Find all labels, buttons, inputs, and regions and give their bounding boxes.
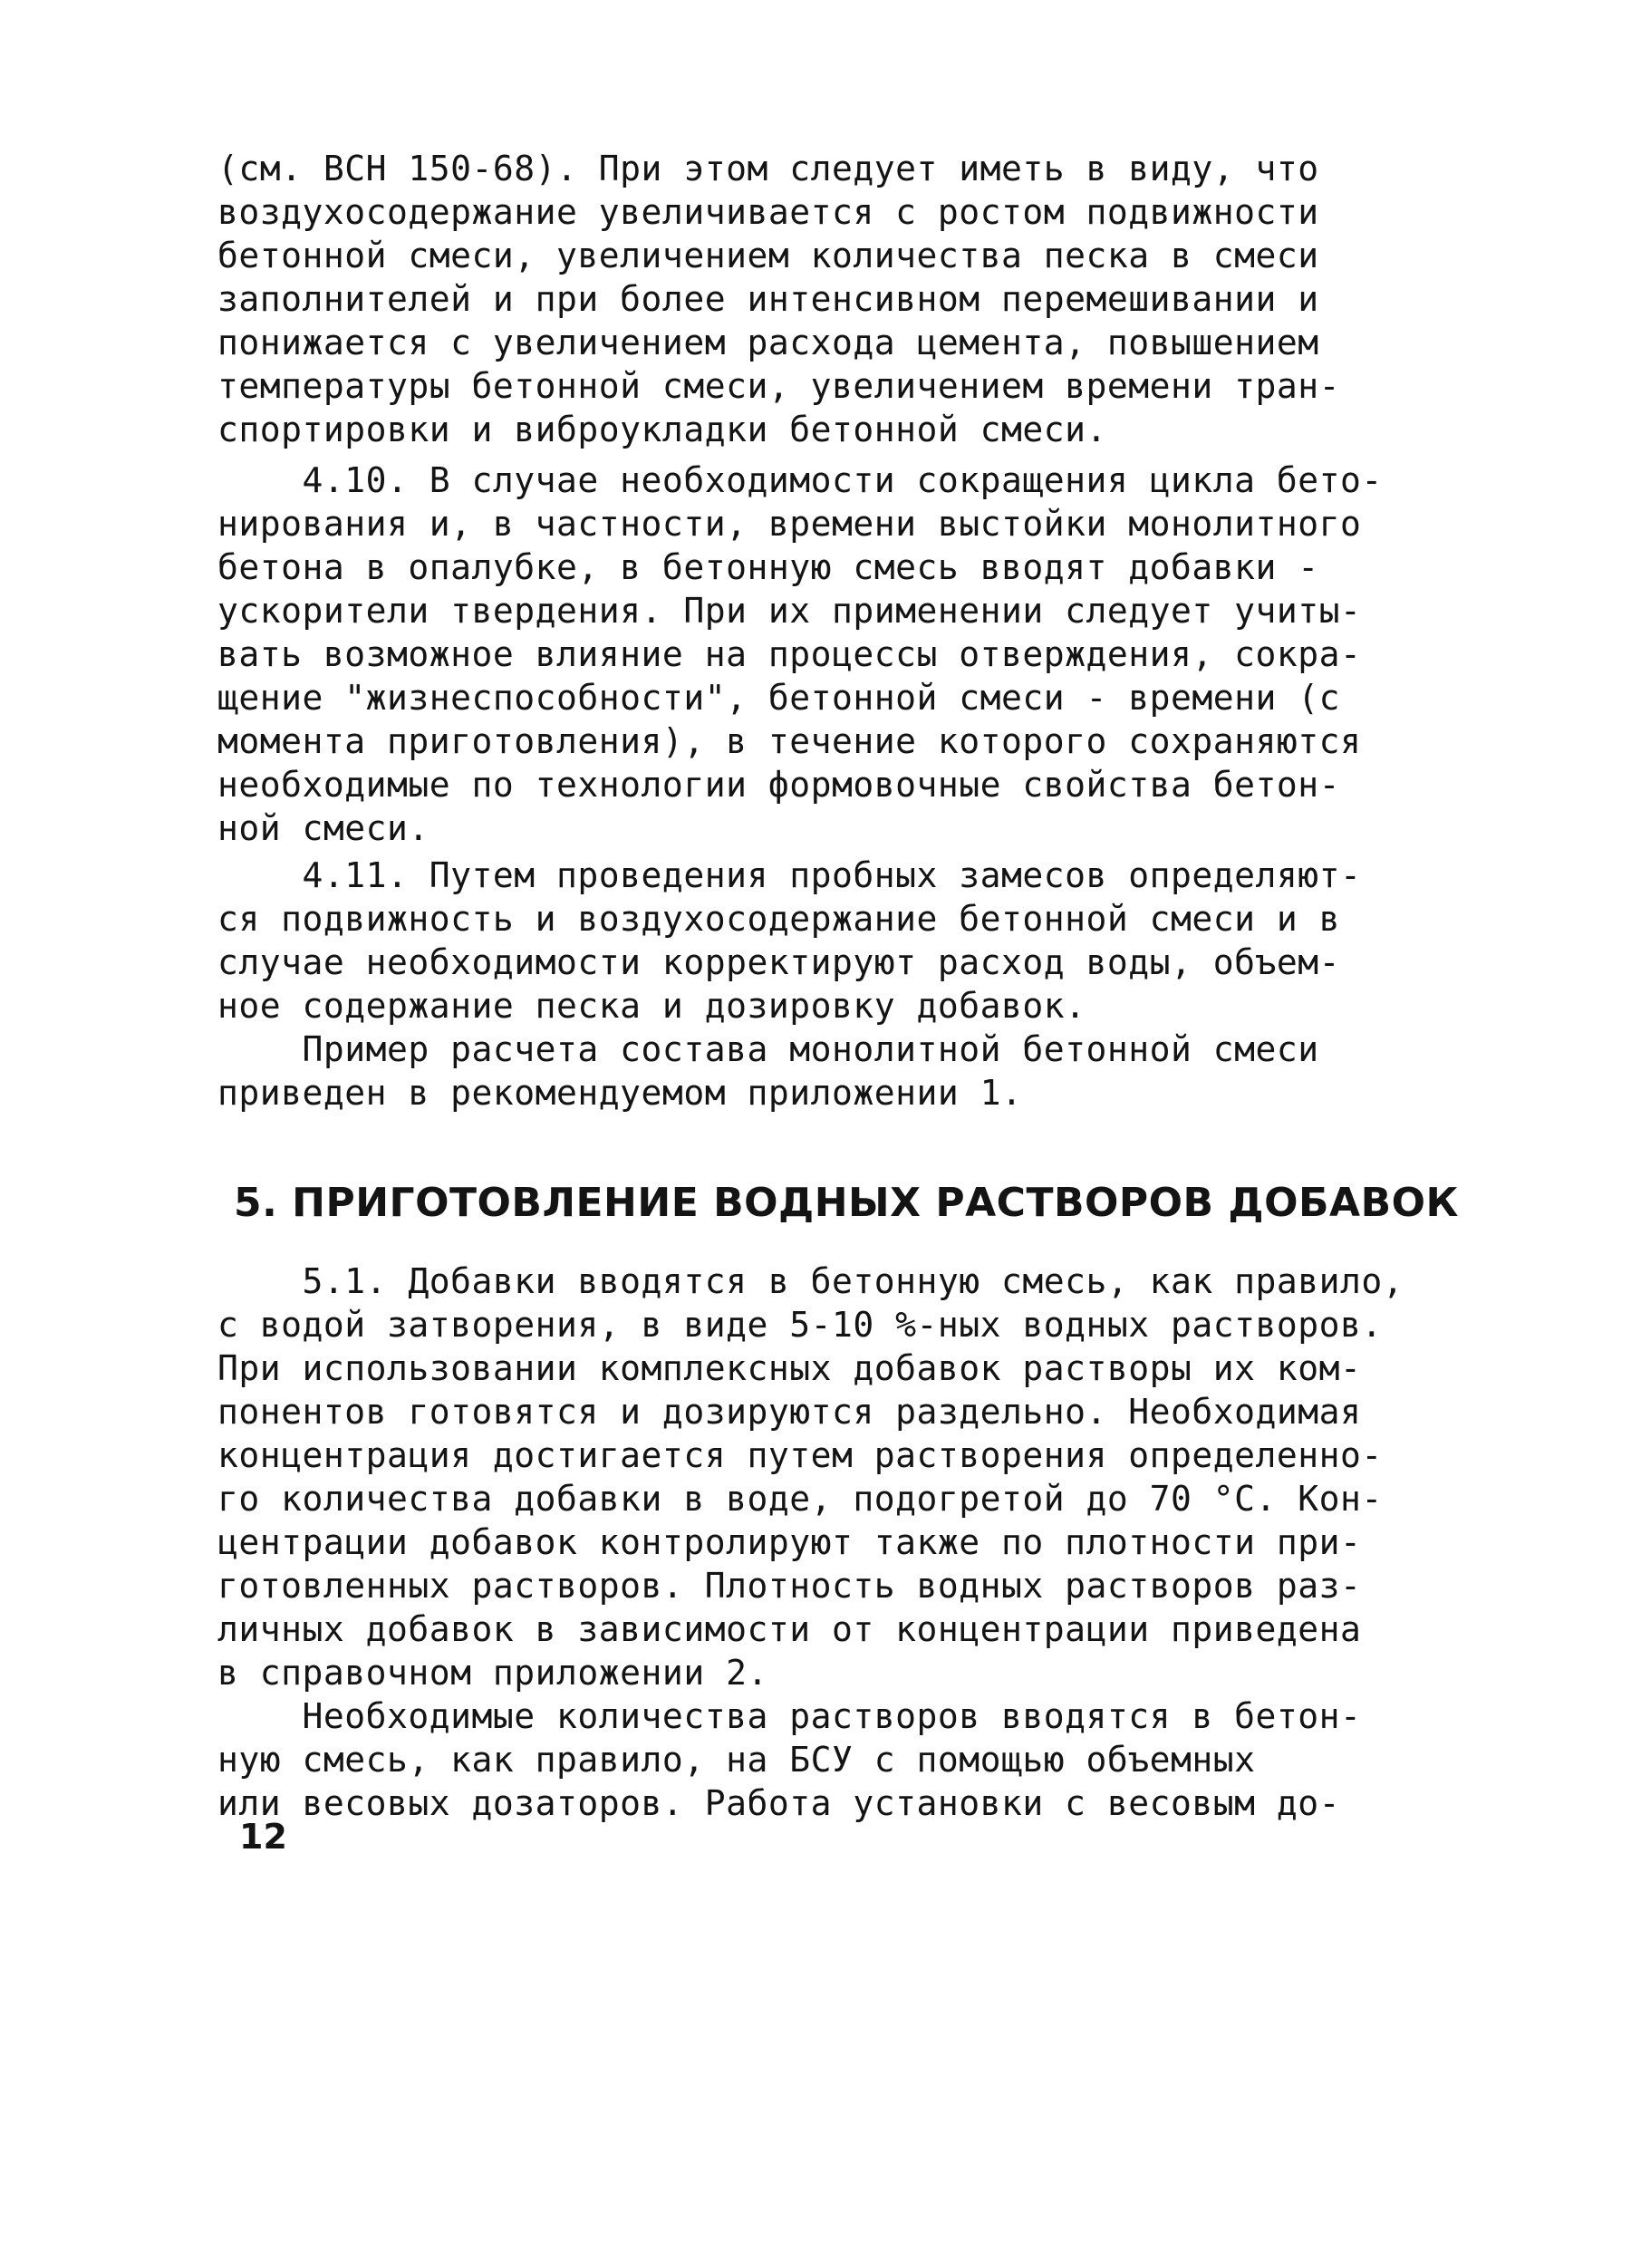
text-line: 4.10. В случае необходимости сокращения цикла бето- <box>217 460 1383 500</box>
text-line: в справочном приложении 2. <box>217 1653 768 1693</box>
text-line: щение "жизнеспособности", бетонной смеси - времени (с <box>217 678 1341 718</box>
text-line: или весовых дозаторов. Работа установки с весовым до- <box>217 1783 1341 1823</box>
text-line: Необходимые количества растворов вводятся в бетон- <box>217 1696 1362 1736</box>
text-line: личных добавок в зависимости от концентрации приведена <box>217 1609 1362 1649</box>
text-line: спортировки и виброукладки бетонной смеси. <box>217 410 1107 449</box>
paragraph <box>217 147 1432 451</box>
paragraph <box>217 854 1432 1028</box>
text-line: понижается с увеличением расхода цемента, повышением <box>217 323 1319 362</box>
text-line: (см. ВСН 150-68). При этом следует иметь в виду, что <box>217 149 1319 188</box>
text-line: случае необходимости корректируют расход воды, объем- <box>217 942 1341 982</box>
text-line: ускорители твердения. При их применении следует учиты- <box>217 591 1362 631</box>
page-number: 12 <box>239 1817 287 1857</box>
text-line: нирования и, в частности, времени выстойки монолитного <box>217 504 1362 544</box>
paragraph <box>217 458 1432 850</box>
text-line: готовленных растворов. Плотность водных растворов раз- <box>217 1566 1362 1606</box>
text-line: ной смеси. <box>217 808 429 848</box>
paragraph <box>217 1028 1432 1115</box>
text-line: температуры бетонной смеси, увеличением времени тран- <box>217 366 1341 406</box>
paragraph <box>217 1259 1432 1694</box>
text-line: понентов готовятся и дозируются раздельно. Необходимая <box>217 1392 1362 1432</box>
text-line: При использовании комплексных добавок растворы их ком- <box>217 1348 1362 1388</box>
text-line: ное содержание песка и дозировку добавок. <box>217 986 1086 1026</box>
text-line: бетона в опалубке, в бетонную смесь вводят добавки - <box>217 547 1319 587</box>
text-line: приведен в рекомендуемом приложении 1. <box>217 1073 1023 1113</box>
text-line: заполнителей и при более интенсивном перемешивании и <box>217 279 1319 319</box>
text-line: воздухосодержание увеличивается с ростом подвижности <box>217 192 1319 232</box>
text-line: Пример расчета состава монолитной бетонной смеси <box>217 1029 1319 1069</box>
paragraph <box>217 1694 1432 1825</box>
text-line: го количества добавки в воде, подогретой до 70 °C. Кон- <box>217 1479 1383 1519</box>
text-line: вать возможное влияние на процессы отверждения, сокра- <box>217 634 1362 674</box>
text-line: бетонной смеси, увеличением количества песка в смеси <box>217 236 1319 275</box>
text-line: центрации добавок контролируют также по плотности при- <box>217 1522 1362 1562</box>
text-line: 4.11. Путем проведения пробных замесов определяют- <box>217 855 1362 895</box>
text-line: 5.1. Добавки вводятся в бетонную смесь, как правило, <box>217 1261 1404 1301</box>
section-heading: 5. ПРИГОТОВЛЕНИЕ ВОДНЫХ РАСТВОРОВ ДОБАВОК <box>234 1180 1459 1226</box>
text-line: необходимые по технологии формовочные свойства бетон- <box>217 765 1341 805</box>
text-line: с водой затворения, в виде 5-10 %-ных водных растворов. <box>217 1305 1383 1345</box>
text-line: ся подвижность и воздухосодержание бетонной смеси и в <box>217 899 1341 939</box>
text-line: ную смесь, как правило, на БСУ с помощью объемных <box>217 1740 1256 1780</box>
text-line: момента приготовления), в течение которого сохраняются <box>217 721 1362 761</box>
text-line: концентрация достигается путем растворения определенно- <box>217 1435 1383 1475</box>
